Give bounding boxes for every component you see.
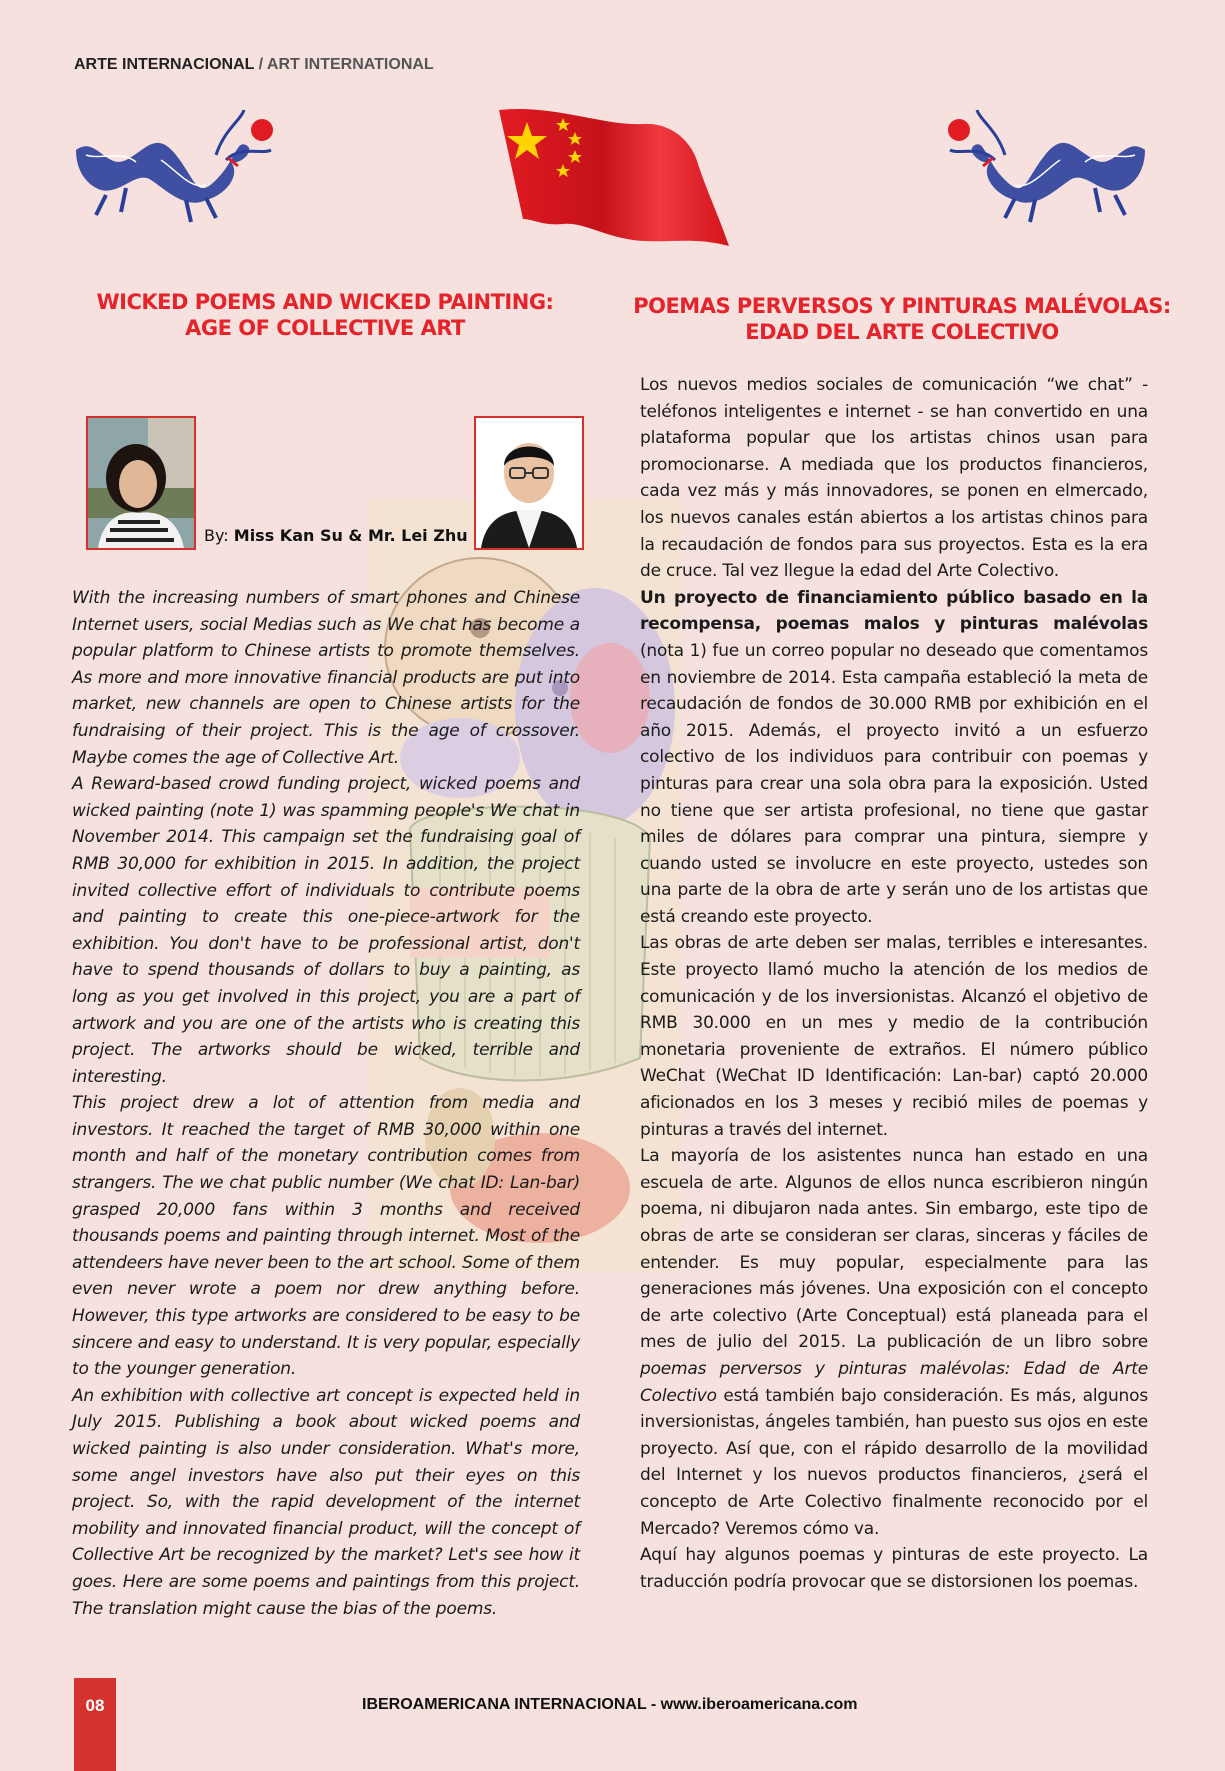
paragraph: Aquí hay algunos poemas y pinturas de este proyecto. La traducción podría provocar que se distorsionen los poemas. xyxy=(640,1545,1148,1592)
paragraph: An exhibition with collective art concept is expected held in July 2015. Publishing a book about wicked poems and wicked painting is also under consideration. What's more, some angel investors have also put their eyes on this project. So, with the rapid development of the internet mobility and innovated financial product, will the concept of Collective Art be recognized by the market? Let's see how it goes. Here are some poems and paintings from this project. The translation might cause the bias of the poems. xyxy=(72,1385,580,1619)
title-en-line1: WICKED POEMS AND WICKED PAINTING: xyxy=(96,290,554,314)
author-photo-kan-su xyxy=(86,416,196,550)
paragraph: This project drew a lot of attention from media and investors. It reached the target of RMB 30,000 within one month and half of the monetary contribution comes from strangers. The we chat public number (We chat ID: Lan-bar) grasped 20,000 fans within 3 months and received thousands poems and painting through internet. Most of the attendeers have never been to the art school. Some of them even never wrote a poem nor drew anything before. However, this type artworks are considered to be easy to be sincere and easy to understand. It is very popular, especially to the younger generation. xyxy=(72,1093,580,1380)
section-title-es: ARTE INTERNACIONAL xyxy=(74,56,255,73)
article-title-es xyxy=(632,293,1172,345)
dragon-icon xyxy=(66,100,286,230)
section-title-en: ART INTERNATIONAL xyxy=(266,56,434,73)
article-body-es xyxy=(640,372,1148,1595)
byline xyxy=(204,526,468,545)
paragraph-bold-lead: Un proyecto de financiamiento público basado en la recompensa, poemas malos y pinturas malévolas xyxy=(640,587,1148,635)
book-title: poemas perversos y pinturas malévolas: Edad de Arte Colectivo xyxy=(640,1358,1148,1406)
paragraph-rest: (nota 1) fue un correo popular no deseado que comentamos en noviembre de 2014. Esta campaña estableció la meta de recaudación de fondos de 30.000 RMB por exhibición en el año 2015. Además, el proyecto invitó a un esfuerzo colectivo de los individuos para contribuir con poemas y pinturas para crear una sola obra para la exposición. Usted no tiene que ser artista profesional, no tiene que gastar miles de dólares para comprar una pintura, siempre y cuando usted se involucre en este proyecto, ustedes son una parte de la obra de arte y serán uno de los artistas que está creando este proyecto. xyxy=(640,640,1148,927)
paragraph xyxy=(640,1143,1148,1542)
byline-names: Miss Kan Su & Mr. Lei Zhu xyxy=(233,526,468,545)
paragraph: A Reward-based crowd funding project, wicked poems and wicked painting (note 1) was spamming people's We chat in November 2014. This campaign set the fundraising goal of RMB 30,000 for exhibition in 2015. In addition, the project invited collective effort of individuals to contribute poems and painting to create this one-piece-artwork for the exhibition. You don't have to be professional artist, don't have to spend thousands of dollars to buy a painting, as long as you get involved in this project, you are a part of artwork and you are one of the artists who is creating this project. The artworks should be wicked, terrible and interesting. xyxy=(72,774,580,1087)
section-header xyxy=(74,56,434,74)
paragraph-part: está también bajo consideración. Es más, algunos inversionistas, ángeles también, han puesto sus ojos en este proyecto. Así que, con el rápido desarrollo de la movilidad del Internet y los nuevos productos financieros, ¿será el concepto de Arte Colectivo finalmente reconocido por el Mercado? Veremos cómo va. xyxy=(640,1385,1148,1539)
article-body-en xyxy=(72,585,580,1622)
paragraph: Las obras de arte deben ser malas, terribles e interesantes. Este proyecto llamó mucho la atención de los medios de comunicación y de los inversionistas. Alcanzó el objetivo de RMB 30.000 en un mes y medio de la contribución monetaria proveniente de extraños. El número público WeChat (WeChat ID Identificación: Lan-bar) captó 20.000 aficionados en los 3 meses y recibió miles de poemas y pinturas a través del internet. xyxy=(640,933,1148,1140)
dragon-icon xyxy=(935,100,1155,230)
paragraph xyxy=(640,585,1148,931)
paragraph-part: La mayoría de los asistentes nunca han estado en una escuela de arte. Algunos de ellos nunca escribieron ningún poema, ni dibujaron nada antes. Sin embargo, este tipo de obras de arte se consideran ser claras, sinceras y fáciles de entender. Es muy popular, especialmente para las generaciones más jóvenes. Una exposición con el concepto de arte colectivo (Arte Conceptual) está planeada para el mes de julio del 2015. La publicación de un libro sobre xyxy=(640,1146,1148,1353)
china-flag-icon xyxy=(493,104,733,254)
author-photo-lei-zhu xyxy=(474,416,584,550)
section-separator: / xyxy=(254,56,267,73)
article-title-en xyxy=(70,289,580,341)
footer-publication: IBEROAMERICANA INTERNACIONAL - www.iberoamericana.com xyxy=(362,1696,858,1713)
byline-prefix: By: xyxy=(204,526,234,545)
title-en-line2: AGE OF COLLECTIVE ART xyxy=(185,316,465,340)
page-number: 08 xyxy=(74,1678,116,1771)
paragraph: Los nuevos medios sociales de comunicación “we chat” - teléfonos inteligentes e internet - se han convertido en una plataforma popular que los artistas chinos usan para promocionarse. A mediada que los productos financieros, cada vez más y más innovadores, se ponen en elmercado, los nuevos canales están abiertos a los artistas chinos para la recaudación de fondos para sus proyectos. Esta es la era de cruce. Tal vez llegue la edad del Arte Colectivo. xyxy=(640,375,1148,582)
paragraph: With the increasing numbers of smart phones and Chinese Internet users, social Medias such as We chat has become a popular platform to Chinese artists to promote themselves. As more and more innovative financial products are put into market, new channels are open to Chinese artists for the fundraising of their project. This is the age of crossover. Maybe comes the age of Collective Art. xyxy=(72,588,580,768)
title-es-line2: EDAD DEL ARTE COLECTIVO xyxy=(745,320,1059,344)
title-es-line1: POEMAS PERVERSOS Y PINTURAS MALÉVOLAS: xyxy=(633,294,1171,318)
